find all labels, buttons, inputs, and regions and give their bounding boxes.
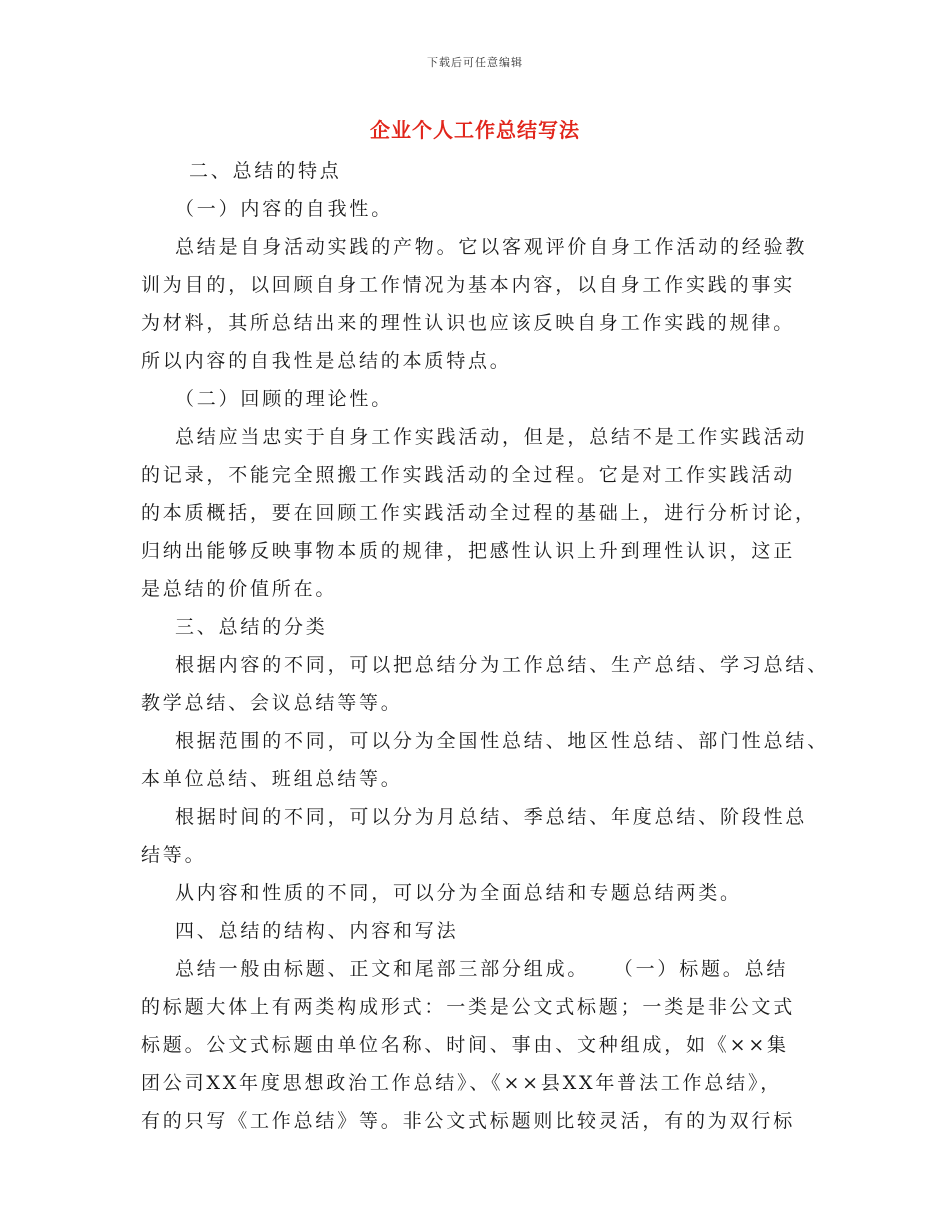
paragraph-line: 的本质概括，要在回顾工作实践活动全过程的基础上，进行分析讨论， xyxy=(141,502,817,524)
paragraph-line: 从内容和性质的不同，可以分为全面总结和专题总结两类。 xyxy=(175,882,742,904)
page-header-note: 下载后可任意编辑 xyxy=(427,56,523,69)
subsection-heading: （一）内容的自我性。 xyxy=(175,198,394,220)
paragraph-line: 为材料，其所总结出来的理性认识也应该反映自身工作实践的规律。 xyxy=(141,312,796,334)
paragraph-line: 根据范围的不同，可以分为全国性总结、地区性总结、部门性总结、 xyxy=(175,730,830,752)
paragraph-line: 所以内容的自我性是总结的本质特点。 xyxy=(141,350,512,372)
section-heading: 三、总结的分类 xyxy=(175,616,328,638)
paragraph-line: 标题。公文式标题由单位名称、时间、事由、文种组成，如《××集 xyxy=(141,1034,789,1056)
section-heading: 四、总结的结构、内容和写法 xyxy=(175,920,459,942)
subsection-heading: （二）回顾的理论性。 xyxy=(175,388,394,410)
paragraph-line: 有的只写《工作总结》等。非公文式标题则比较灵活，有的为双行标 xyxy=(141,1110,796,1132)
paragraph-line: 训为目的，以回顾自身工作情况为基本内容，以自身工作实践的事实 xyxy=(141,274,796,296)
document-title: 企业个人工作总结写法 xyxy=(370,118,580,142)
paragraph-line: 团公司XX年度思想政治工作总结》、《××县XX年普法工作总结》， xyxy=(141,1072,783,1094)
document-body xyxy=(141,152,830,1140)
paragraph-line: 的标题大体上有两类构成形式：一类是公文式标题；一类是非公文式 xyxy=(141,996,796,1018)
paragraph-line: 根据内容的不同，可以把总结分为工作总结、生产总结、学习总结、 xyxy=(175,654,830,676)
paragraph-line: 是总结的价值所在。 xyxy=(141,578,338,600)
paragraph-line: 总结是自身活动实践的产物。它以客观评价自身工作活动的经验教 xyxy=(175,236,808,258)
paragraph-line: 总结一般由标题、正文和尾部三部分组成。 （一）标题。总结 xyxy=(175,958,789,980)
paragraph-line: 本单位总结、班组总结等。 xyxy=(141,768,403,790)
paragraph-line: 根据时间的不同，可以分为月总结、季总结、年度总结、阶段性总 xyxy=(175,806,808,828)
paragraph-line: 结等。 xyxy=(141,844,207,866)
paragraph-line: 的记录，不能完全照搬工作实践活动的全过程。它是对工作实践活动 xyxy=(141,464,796,486)
paragraph-line: 教学总结、会议总结等等。 xyxy=(141,692,403,714)
paragraph-line: 归纳出能够反映事物本质的规律，把感性认识上升到理性认识，这正 xyxy=(141,540,796,562)
section-heading: 二、总结的特点 xyxy=(189,160,342,182)
paragraph-line: 总结应当忠实于自身工作实践活动，但是，总结不是工作实践活动 xyxy=(175,426,808,448)
